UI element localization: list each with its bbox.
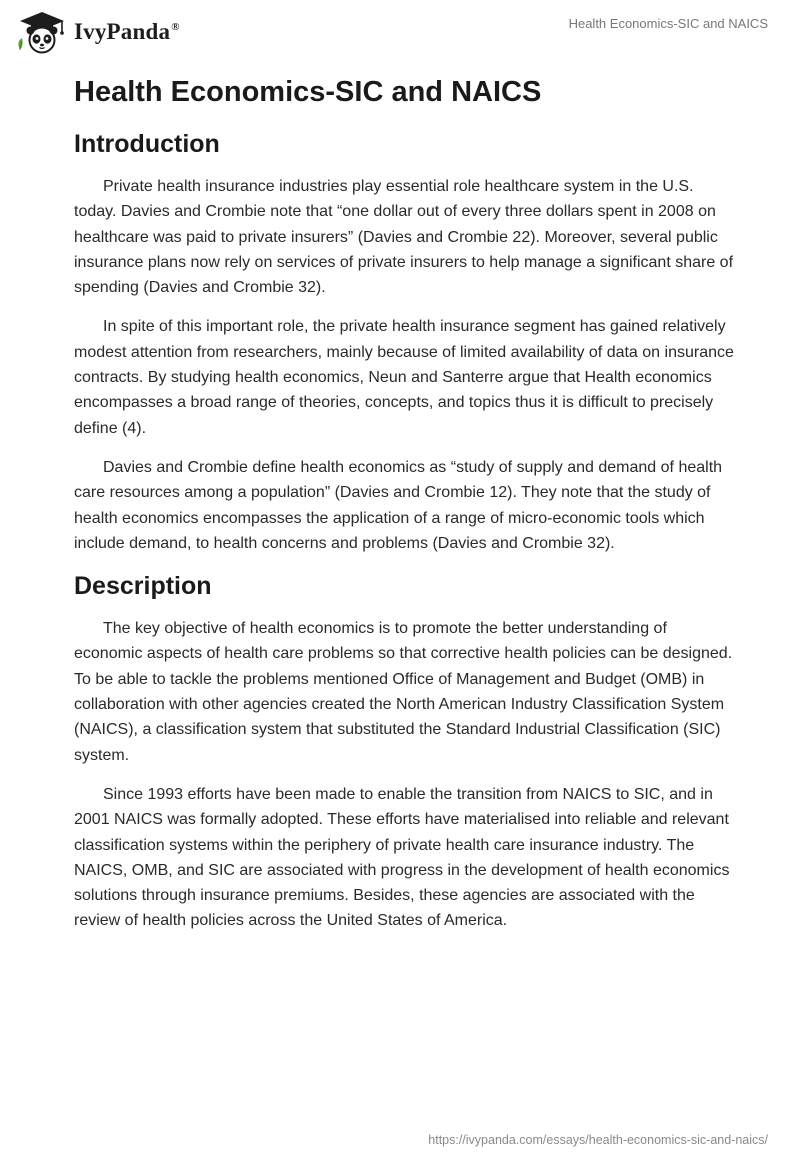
running-title: Health Economics-SIC and NAICS (568, 16, 768, 31)
brand-logo[interactable] (14, 10, 180, 54)
source-url[interactable]: https://ivypanda.com/essays/health-economics-sic-and-naics/ (428, 1133, 768, 1147)
section-heading: Description (74, 572, 212, 601)
paragraph: In spite of this important role, the private health insurance segment has gained relatively modest attention from researchers, mainly because of limited availability of data on insurance contracts. By studying health economics, Neun and Santerre argue that Health economics encompasses a broad range of theories, concepts, and topics thus it is difficult to precisely define (4). (74, 318, 734, 437)
paragraph: Davies and Crombie define health economics as “study of supply and demand of health care resources among a population” (Davies and Crombie 12). They note that the study of health economics encompasses the application of a range of micro-economic tools which include demand, to health concerns and problems (Davies and Crombie 32). (74, 458, 723, 552)
paragraph: Private health insurance industries play essential role healthcare system in the U.S. today. Davies and Crombie note that “one dollar out of every three dollars spent in 2008 on healthcare was paid to private insurers” (Davies and Crombie 22). Moreover, several public insurance plans now rely on services of private insurers to help manage a significant share of spending (Davies and Crombie 32). (74, 178, 734, 297)
section-heading: Introduction (74, 130, 220, 158)
article (74, 66, 734, 948)
page-header (0, 0, 800, 64)
page-title: Health Economics-SIC and NAICS (74, 76, 542, 108)
panda-graduate-icon (14, 10, 70, 54)
brand-name: IvyPanda® (74, 19, 180, 44)
section-introduction (74, 128, 734, 556)
section-description (74, 570, 734, 934)
paragraph: Since 1993 efforts have been made to enable the transition from NAICS to SIC, and in 2001 NAICS was formally adopted. These efforts have materialised into reliable and relevant classification systems within the periphery of private health care insurance industry. The NAICS, OMB, and SIC are associated with progress in the development of health economics solutions through insurance premiums. Besides, these agencies are associated with the review of health policies across the United States of America. (74, 785, 730, 930)
paragraph: The key objective of health economics is to promote the better understanding of economic aspects of health care problems so that corrective health policies can be designed. To be able to tackle the problems mentioned Office of Management and Budget (OMB) in collaboration with other agencies created the North American Industry Classification System (NAICS), a classification system that substituted the Standard Industrial Classification (SIC) system. (74, 620, 733, 764)
